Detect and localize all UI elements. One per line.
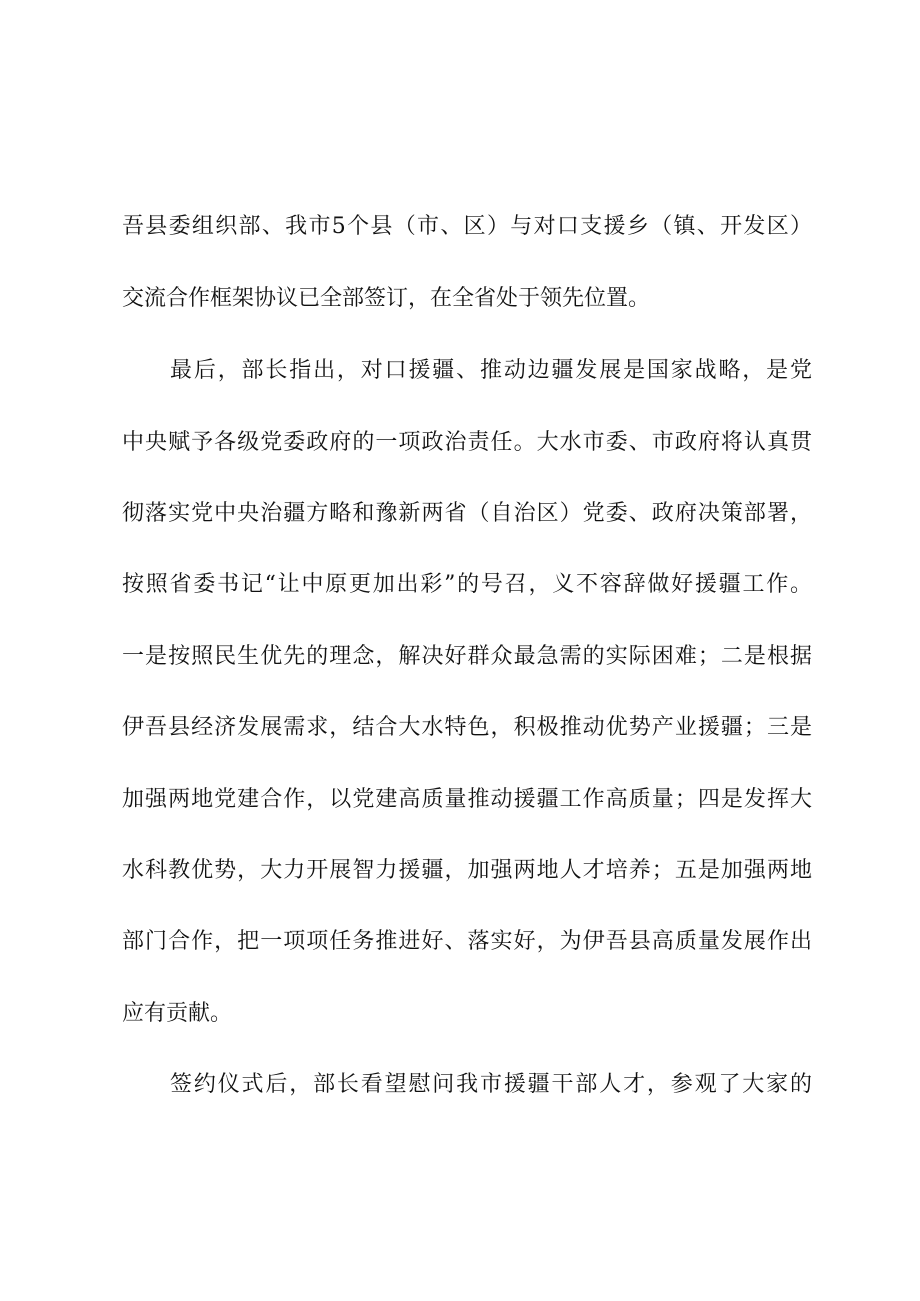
text-line: 按照省委书记“让中原更加出彩”的号召，义不容辞做好援疆工作。 — [122, 572, 812, 597]
text-line: 部门合作，把一项项任务推进好、落实好，为伊吾县高质量发展作出 — [122, 929, 812, 954]
text-line: 签约仪式后，部长看望慰问我市援疆干部人才，参观了大家的 — [170, 1072, 812, 1097]
text-line: 一是按照民生优先的理念，解决好群众最急需的实际困难；二是根据 — [122, 644, 812, 669]
text-line: 水科教优势，大力开展智力援疆，加强两地人才培养；五是加强两地 — [122, 858, 812, 883]
text-line: 应有贡献。 — [122, 1001, 233, 1026]
text-line: 彻落实党中央治疆方略和豫新两省（自治区）党委、政府决策部署， — [122, 501, 812, 526]
text-line: 加强两地党建合作，以党建高质量推动援疆工作高质量；四是发挥大 — [122, 787, 812, 812]
text-line: 交流合作框架协议已全部签订，在全省处于领先位置。 — [122, 286, 651, 311]
text-line: 中央赋予各级党委政府的一项政治责任。大水市委、市政府将认真贯 — [122, 430, 812, 455]
text-line: 伊吾县经济发展需求，结合大水特色，积极推动优势产业援疆；三是 — [122, 715, 812, 740]
text-line: 最后，部长指出，对口援疆、推动边疆发展是国家战略，是党 — [170, 358, 812, 383]
text-line: 吾县委组织部、我市5个县（市、区）与对口支援乡（镇、开发区） — [122, 214, 812, 239]
